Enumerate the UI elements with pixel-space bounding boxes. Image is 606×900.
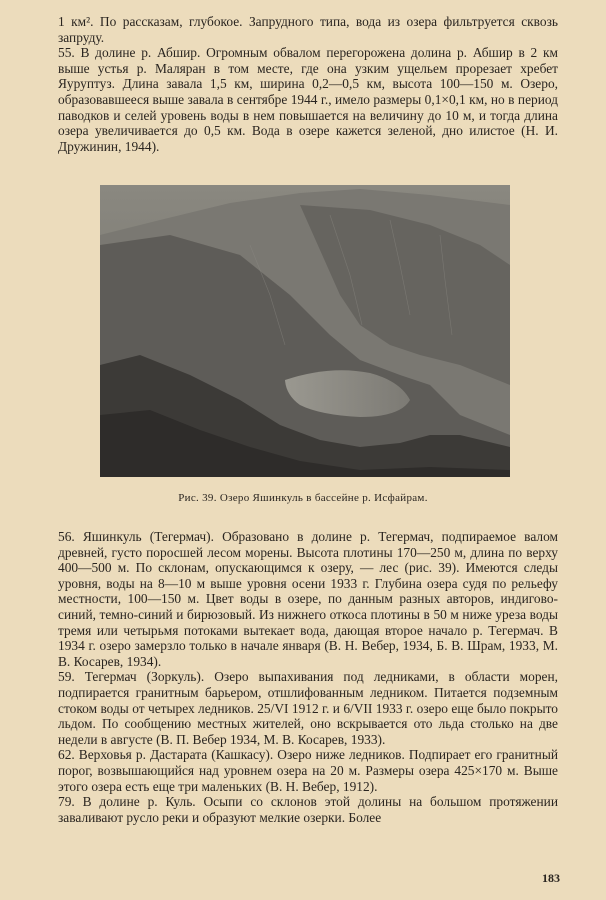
figure-caption: Рис. 39. Озеро Яшинкуль в бассейне р. Исфайрам. xyxy=(178,492,428,504)
paragraph-lake-continuation: 1 км². По рассказам, глубокое. Запрудного типа, вода из озера фильтруется сквозь запруду. xyxy=(58,14,558,45)
paragraph-59-tegermach: 59. Тегермач (Зоркуль). Озеро выпахивания под ледниками, в области морен, подпирается гранитным барьером, отшлифованным ледником. Питается подземным стоком воды от четырех ледников. 25/VI 1912 г. и 6/VII 1933 г. озеро еще было покрыто льдом. По сообщению местных жителей, оно вскрывается ото льда столько на две недели в августе (В. П. Вебер 1934, М. В. Косарев, 1933). xyxy=(58,669,558,747)
mountain-lake-photo xyxy=(100,185,510,477)
paragraph-55-abshir: 55. В долине р. Абшир. Огромным обвалом перегорожена долина р. Абшир в 2 км выше устья р. Маляран в том месте, где она узким ущельем прорезает хребет Яуруптуз. Длина завала 1,5 км, ширина 0,2—0,5 км, высота 100—150 м. Озеро, образовавшееся выше завала в сентябре 1944 г., имело размеры 0,1×0,1 км, но в период паводков и селей уровень воды в нем повышается на величину до 10 м, и тогда длина озера увеличивается до 0,5 км. Вода в озере кажется зеленой, дно илистое (Н. И. Дружинин, 1944). xyxy=(58,45,558,154)
paragraph-62-dastarata: 62. Верховья р. Дастарата (Кашкасу). Озеро ниже ледников. Подпирает его гранитный порог, возвышающийся над уровнем озера на 20 м. Размеры озера 425×170 м. Выше этого озера есть еще три маленьких (В. Н. Вебер, 1912). xyxy=(58,747,558,794)
bottom-text xyxy=(58,529,558,825)
top-text xyxy=(58,14,558,154)
paragraph-56-yashinkul: 56. Яшинкуль (Тегермач). Образовано в долине р. Тегермач, подпираемое валом древней, густо поросшей лесом морены. Высота плотины 170—250 м, длина по верху 400—500 м. По склонам, опускающимся к озеру, — лес (рис. 39). Имеются следы уровня, воды на 8—10 м выше уровня осени 1933 г. Глубина озера судя по рельефу местности, 100—150 м. Цвет воды в озере, по данным разных авторов, индигово-синий, темно-синий и бирюзовый. Из нижнего откоса плотины в 50 м ниже уреза воды тремя или четырьмя потоками вытекает вода, дающая второе начало р. Тегермач. В 1934 г. озеро замерзло только в начале января (В. Н. Вебер, 1934, Б. В. Шрам, 1933, М. В. Косарев, 1934). xyxy=(58,529,558,669)
page-number: 183 xyxy=(542,871,560,885)
paragraph-79-kul: 79. В долине р. Куль. Осыпи со склонов этой долины на большом протяжении заваливают русло реки и образуют мелкие озерки. Более xyxy=(58,794,558,825)
figure-39-photo xyxy=(100,185,510,477)
